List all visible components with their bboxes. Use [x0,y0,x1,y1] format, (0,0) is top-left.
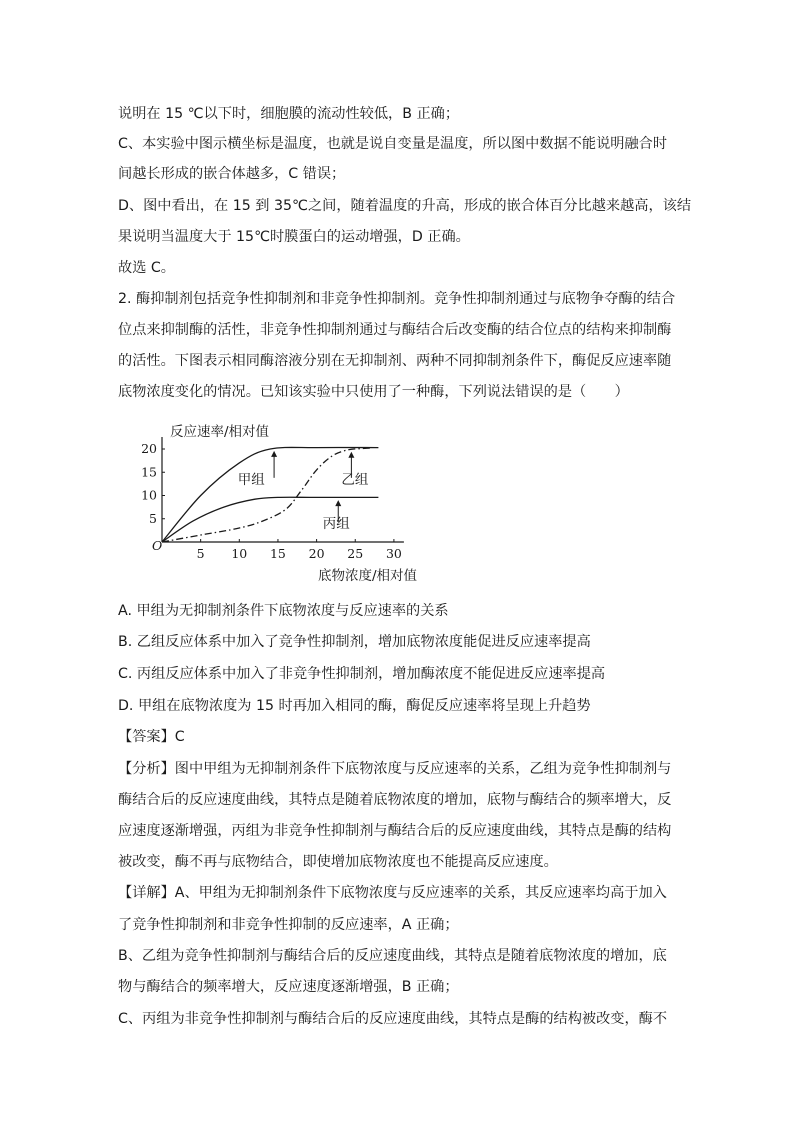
option-d: D. 甲组在底物浓度为 15 时再加入相同的酶，酶促反应速率将呈现上升趋势 [118,698,591,714]
question-text: 的活性。下图表示相同酶溶液分别在无抑制剂、两种不同抑制剂条件下，酶促反应速率随 [118,353,672,369]
text-line: 果说明当温度大于 15℃时膜蛋白的运动增强，D 正确。 [118,229,470,245]
series-label: 甲组 [237,471,265,488]
answer-line: 【答案】C [118,729,185,745]
chart-origin-label: O [152,538,163,553]
x-tick-label: 25 [347,546,364,561]
chart-series-labels [238,451,369,532]
x-tick-label: 20 [308,546,325,561]
chart-ticks [141,441,402,561]
text-line: 间越长形成的嵌合体越多，C 错误； [118,166,346,182]
detail-text: 【详解】A、甲组为无抑制剂条件下底物浓度与反应速率的关系，其反应速率均高于加入 [118,885,667,901]
detail-text: 了竞争性抑制剂和非竞争性抑制的反应速率，A 正确； [118,917,459,933]
text-line: 故选 C。 [118,260,175,276]
question-text: 位点来抑制酶的活性，非竞争性抑制剂通过与酶结合后改变酶的结合位点的结构来抑制酶 [118,322,672,338]
text-line: 说明在 15 ℃以下时，细胞膜的流动性较低，B 正确； [118,106,460,122]
x-tick-label: 10 [231,546,248,561]
label-arrowhead [335,500,341,506]
x-tick-label: 15 [269,546,286,561]
label-arrowhead [348,452,354,458]
chart-x-label: 底物浓度/相对值 [318,568,418,584]
analysis-text: 应速度逐渐增强，丙组为非竞争性抑制剂与酶结合后的反应速度曲线，其特点是酶的结构 [118,823,672,839]
series-label: 丙组 [322,516,350,533]
label-arrowhead [271,451,277,457]
y-tick-label: 10 [141,487,157,503]
x-tick-label: 30 [385,546,402,561]
text-line: D、图中看出，在 15 到 35℃之间，随着温度的升高，形成的嵌合体百分比越来越高，该结 [118,198,692,214]
option-a: A. 甲组为无抑制剂条件下底物浓度与反应速率的关系 [118,603,449,619]
detail-text: B、乙组为竞争性抑制剂与酶结合后的反应速度曲线，其特点是随着底物浓度的增加，底 [118,948,667,964]
y-tick-label: 5 [149,510,157,526]
chart-y-label: 反应速率/相对值 [170,424,270,440]
chart-axes [162,437,404,542]
question-text: 底物浓度变化的情况。已知该实验中只使用了一种酶，下列说法错误的是（ ） [118,384,629,400]
analysis-text: 被改变，酶不再与底物结合，即使增加底物浓度也不能提高反应速度。 [118,854,558,870]
y-tick-label: 20 [141,441,157,456]
y-tick-label: 15 [141,464,157,480]
x-tick-label: 5 [196,546,205,561]
text-line: C、本实验中图示横坐标是温度，也就是说自变量是温度，所以图中数据不能说明融合时 [118,136,668,152]
detail-text: 物与酶结合的频率增大，反应速度逐渐增强，B 正确； [118,979,459,995]
option-c: C. 丙组反应体系中加入了非竞争性抑制剂，增加酶浓度不能促进反应速率提高 [118,666,606,682]
question-text: 2. 酶抑制剂包括竞争性抑制剂和非竞争性抑制剂。竞争性抑制剂通过与底物争夺酶的结合 [118,291,676,307]
detail-text: C、丙组为非竞争性抑制剂与酶结合后的反应速度曲线，其特点是酶的结构被改变，酶不 [118,1011,668,1027]
series-label: 乙组 [341,471,369,488]
analysis-text: 【分析】图中甲组为无抑制剂条件下底物浓度与反应速率的关系，乙组为竞争性抑制剂与 [118,761,672,777]
option-b: B. 乙组反应体系中加入了竞争性抑制剂，增加底物浓度能促进反应速率提高 [118,634,591,650]
enzyme-rate-chart [140,418,440,590]
analysis-text: 酶结合后的反应速度曲线，其特点是随着底物浓度的增加，底物与酶结合的频率增大，反 [118,792,672,808]
